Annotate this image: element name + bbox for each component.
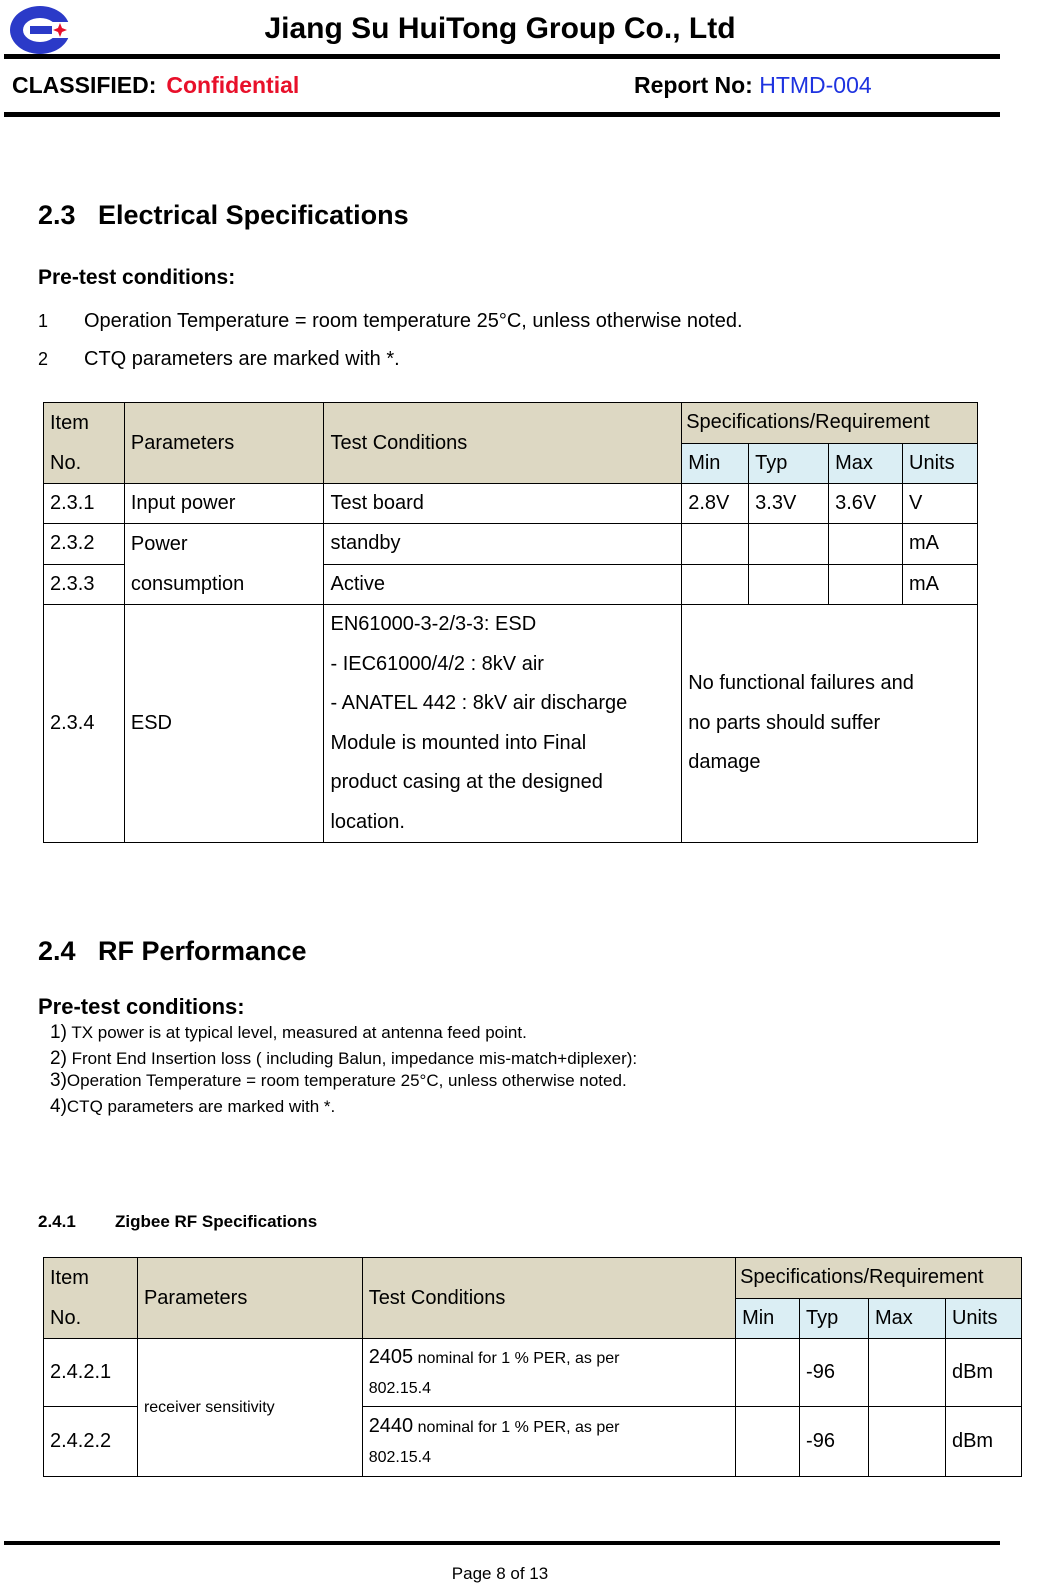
condition-number: 2)	[50, 1048, 67, 1069]
cell-min	[736, 1339, 800, 1407]
pretest-heading: Pre-test conditions:	[38, 994, 245, 1019]
param-line2: consumption	[130, 573, 245, 595]
header-item-no	[44, 403, 125, 484]
cell-parameter: Input power	[124, 484, 324, 524]
table-row	[44, 605, 978, 843]
cell-specification	[682, 605, 978, 843]
cell-max	[869, 1339, 946, 1407]
rf-condition-item	[50, 1048, 637, 1070]
header-test-conditions: Test Conditions	[324, 403, 682, 484]
cell-min	[736, 1407, 800, 1477]
header-min: Min	[736, 1298, 800, 1339]
cell-parameter	[124, 524, 324, 605]
report-value: HTMD-004	[759, 72, 872, 98]
condition-text: TX power is at typical level, measured at antenna feed point.	[71, 1023, 527, 1042]
cell-typ: -96	[800, 1339, 869, 1407]
test-frequency: 2405	[368, 1345, 414, 1368]
cell-test: standby	[324, 524, 682, 565]
cell-max	[829, 524, 903, 565]
cell-test: Active	[324, 564, 682, 605]
test-standard: 802.15.4	[368, 1448, 431, 1466]
header-item-line2: No.	[50, 1307, 82, 1329]
condition-number: 3)	[50, 1070, 67, 1091]
cell-item: 2.4.2.2	[44, 1407, 138, 1477]
cell-max: 3.6V	[829, 484, 903, 524]
subsection-title: Zigbee RF Specifications	[115, 1212, 318, 1231]
condition-text: Front End Insertion loss ( including Balun, impedance mis-match+diplexer):	[71, 1049, 638, 1068]
table-row	[44, 484, 978, 524]
subsection-heading-2-4-1	[38, 1212, 317, 1232]
section-heading-2-3	[38, 200, 409, 231]
param-line1: Power	[130, 533, 188, 555]
test-frequency: 2440	[368, 1414, 414, 1437]
header-rule-top	[4, 54, 1000, 59]
spec-line: no parts should suffer	[688, 711, 881, 734]
report-number	[634, 72, 872, 99]
cell-item: 2.3.2	[44, 524, 125, 565]
classification	[12, 72, 299, 99]
condition-item	[38, 310, 743, 333]
section-number: 2.3	[38, 200, 76, 230]
test-text: nominal for 1 % PER, as per	[413, 1418, 620, 1436]
cell-typ	[749, 524, 829, 565]
pretest-heading: Pre-test conditions:	[38, 266, 236, 289]
header-units: Units	[903, 443, 978, 484]
footer-rule	[4, 1541, 1000, 1545]
zigbee-rf-spec-table	[43, 1257, 1022, 1477]
test-line: EN61000-3-2/3-3: ESD	[330, 613, 537, 635]
condition-item	[38, 348, 400, 371]
cell-typ: 3.3V	[749, 484, 829, 524]
header-item-line1: Item	[50, 1267, 89, 1289]
cell-test	[324, 605, 682, 843]
rf-condition-item	[50, 1070, 627, 1092]
cell-parameter: ESD	[124, 605, 324, 843]
cell-units: V	[903, 484, 978, 524]
test-text: nominal for 1 % PER, as per	[413, 1349, 620, 1367]
header-test-conditions: Test Conditions	[362, 1258, 735, 1339]
condition-number: 4)	[50, 1096, 67, 1117]
cell-test	[362, 1407, 735, 1477]
cell-test	[362, 1339, 735, 1407]
cell-min	[682, 524, 749, 565]
cell-item: 2.3.1	[44, 484, 125, 524]
cell-item: 2.4.2.1	[44, 1339, 138, 1407]
spec-line: No functional failures and	[688, 672, 914, 695]
header-units: Units	[945, 1298, 1021, 1339]
section-title: Electrical Specifications	[98, 200, 409, 230]
condition-text: CTQ parameters are marked with *.	[66, 1097, 336, 1116]
test-line: Module is mounted into Final	[330, 731, 587, 754]
section-heading-2-4	[38, 936, 307, 967]
page-number: Page 8 of 13	[451, 1564, 549, 1583]
test-standard: 802.15.4	[368, 1379, 431, 1397]
header-item-no	[44, 1258, 138, 1339]
spec-line: damage	[688, 751, 761, 774]
report-label: Report No:	[634, 72, 753, 98]
condition-text: CTQ parameters are marked with *.	[84, 348, 400, 370]
cell-units: dBm	[945, 1339, 1021, 1407]
classified-value: Confidential	[166, 72, 300, 98]
header-typ: Typ	[749, 443, 829, 484]
cell-typ	[749, 564, 829, 605]
cell-test: Test board	[324, 484, 682, 524]
cell-min	[682, 564, 749, 605]
condition-number: 2	[38, 349, 49, 369]
classified-label: CLASSIFIED:	[12, 72, 157, 98]
table-row	[44, 524, 978, 565]
header-max: Max	[829, 443, 903, 484]
cell-item: 2.3.4	[44, 605, 125, 843]
cell-typ: -96	[800, 1407, 869, 1477]
condition-text: Operation Temperature = room temperature 25°C, unless otherwise noted.	[66, 1071, 627, 1090]
header-item-line1: Item	[50, 412, 89, 434]
header-parameters: Parameters	[137, 1258, 362, 1339]
condition-text: Operation Temperature = room temperature 25°C, unless otherwise noted.	[84, 310, 743, 332]
header-max: Max	[869, 1298, 946, 1339]
test-line: product casing at the designed	[330, 771, 603, 793]
condition-number: 1)	[50, 1022, 67, 1043]
subsection-number: 2.4.1	[38, 1212, 76, 1231]
cell-units: mA	[903, 564, 978, 605]
header-specifications: Specifications/Requirement	[682, 403, 978, 444]
cell-units: mA	[903, 524, 978, 565]
test-line: - ANATEL 442 : 8kV air discharge	[330, 692, 628, 714]
header-min: Min	[682, 443, 749, 484]
cell-parameter: receiver sensitivity	[137, 1339, 362, 1477]
cell-units: dBm	[945, 1407, 1021, 1477]
test-line: - IEC61000/4/2 : 8kV air	[330, 652, 544, 675]
cell-max	[869, 1407, 946, 1477]
header-typ: Typ	[800, 1298, 869, 1339]
header-rule-bottom	[4, 112, 1000, 117]
rf-condition-item	[50, 1096, 335, 1118]
test-line: location.	[330, 810, 405, 833]
company-name: Jiang Su HuiTong Group Co., Ltd	[264, 12, 736, 45]
header-parameters: Parameters	[124, 403, 324, 484]
rf-condition-item	[50, 1022, 527, 1044]
table-row	[44, 1339, 1022, 1407]
cell-item: 2.3.3	[44, 564, 125, 605]
electrical-spec-table	[43, 402, 978, 843]
cell-min: 2.8V	[682, 484, 749, 524]
header-item-line2: No.	[50, 452, 82, 474]
condition-number: 1	[38, 311, 49, 331]
section-title: RF Performance	[98, 936, 307, 966]
cell-max	[829, 564, 903, 605]
section-number: 2.4	[38, 936, 76, 966]
header-specifications: Specifications/Requirement	[736, 1258, 1022, 1299]
